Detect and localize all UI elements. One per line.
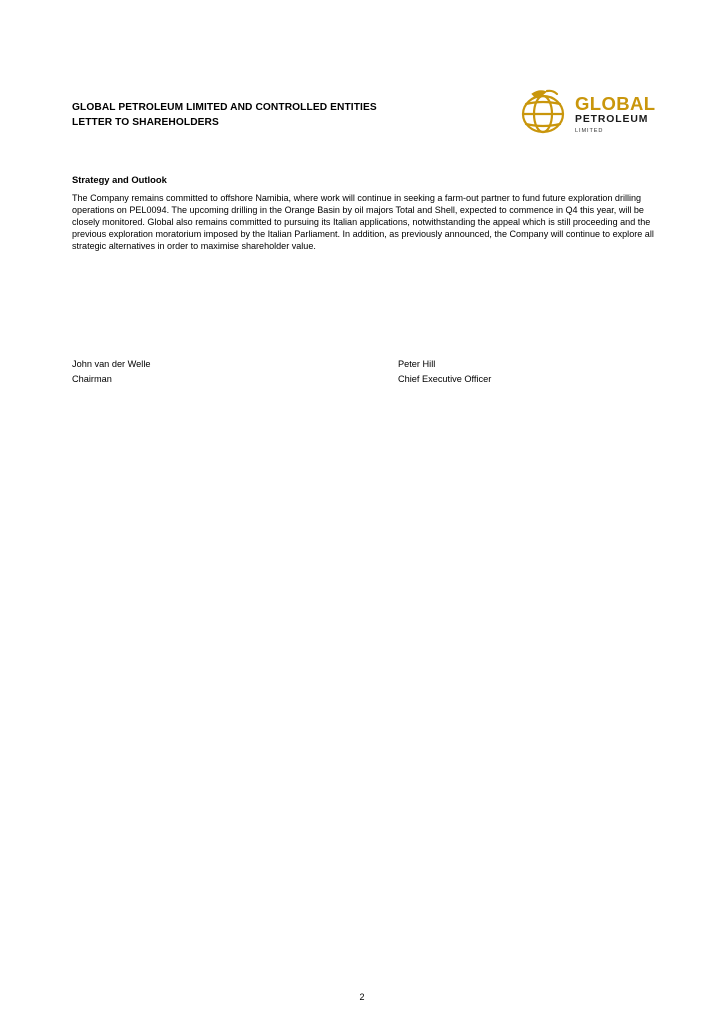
- signatory-chairman: [72, 357, 150, 387]
- company-heading: GLOBAL PETROLEUM LIMITED AND CONTROLLED ENTITIES: [72, 102, 377, 113]
- globe-icon: [519, 88, 569, 138]
- company-logo: [519, 88, 664, 138]
- signatory-title: Chief Executive Officer: [398, 374, 492, 384]
- signatory-name: John van der Welle: [72, 359, 151, 369]
- logo-wordmark-limited: LIMITED: [575, 128, 604, 134]
- document-header: [72, 100, 432, 130]
- section-title: Strategy and Outlook: [72, 174, 167, 185]
- signatory-ceo: [398, 357, 491, 387]
- strategy-section: [72, 173, 672, 252]
- page-number: 2: [359, 992, 365, 1002]
- signatory-name: Peter Hill: [398, 359, 436, 369]
- section-body: The Company remains committed to offshore Namibia, where work will continue in seeking a farm-out partner to fund future exploration drilling operations on PEL0094. The upcoming drilling in the Orange Basin by oil majors Total and Shell, expected to commence in Q4 this year, will be closely monitored. Global also remains committed to pursuing its Italian applications, notwithstanding the appeal which is still proceeding and the previous exploration moratorium imposed by the Italian Parliament. In addition, as previously announced, the Company will continue to explore all strategic alternatives in order to maximise shareholder value.: [72, 193, 654, 252]
- signatory-title: Chairman: [72, 374, 112, 384]
- logo-wordmark-global: GLOBAL: [575, 93, 656, 114]
- letter-heading: LETTER TO SHAREHOLDERS: [72, 117, 219, 128]
- logo-wordmark-petroleum: PETROLEUM: [575, 114, 649, 125]
